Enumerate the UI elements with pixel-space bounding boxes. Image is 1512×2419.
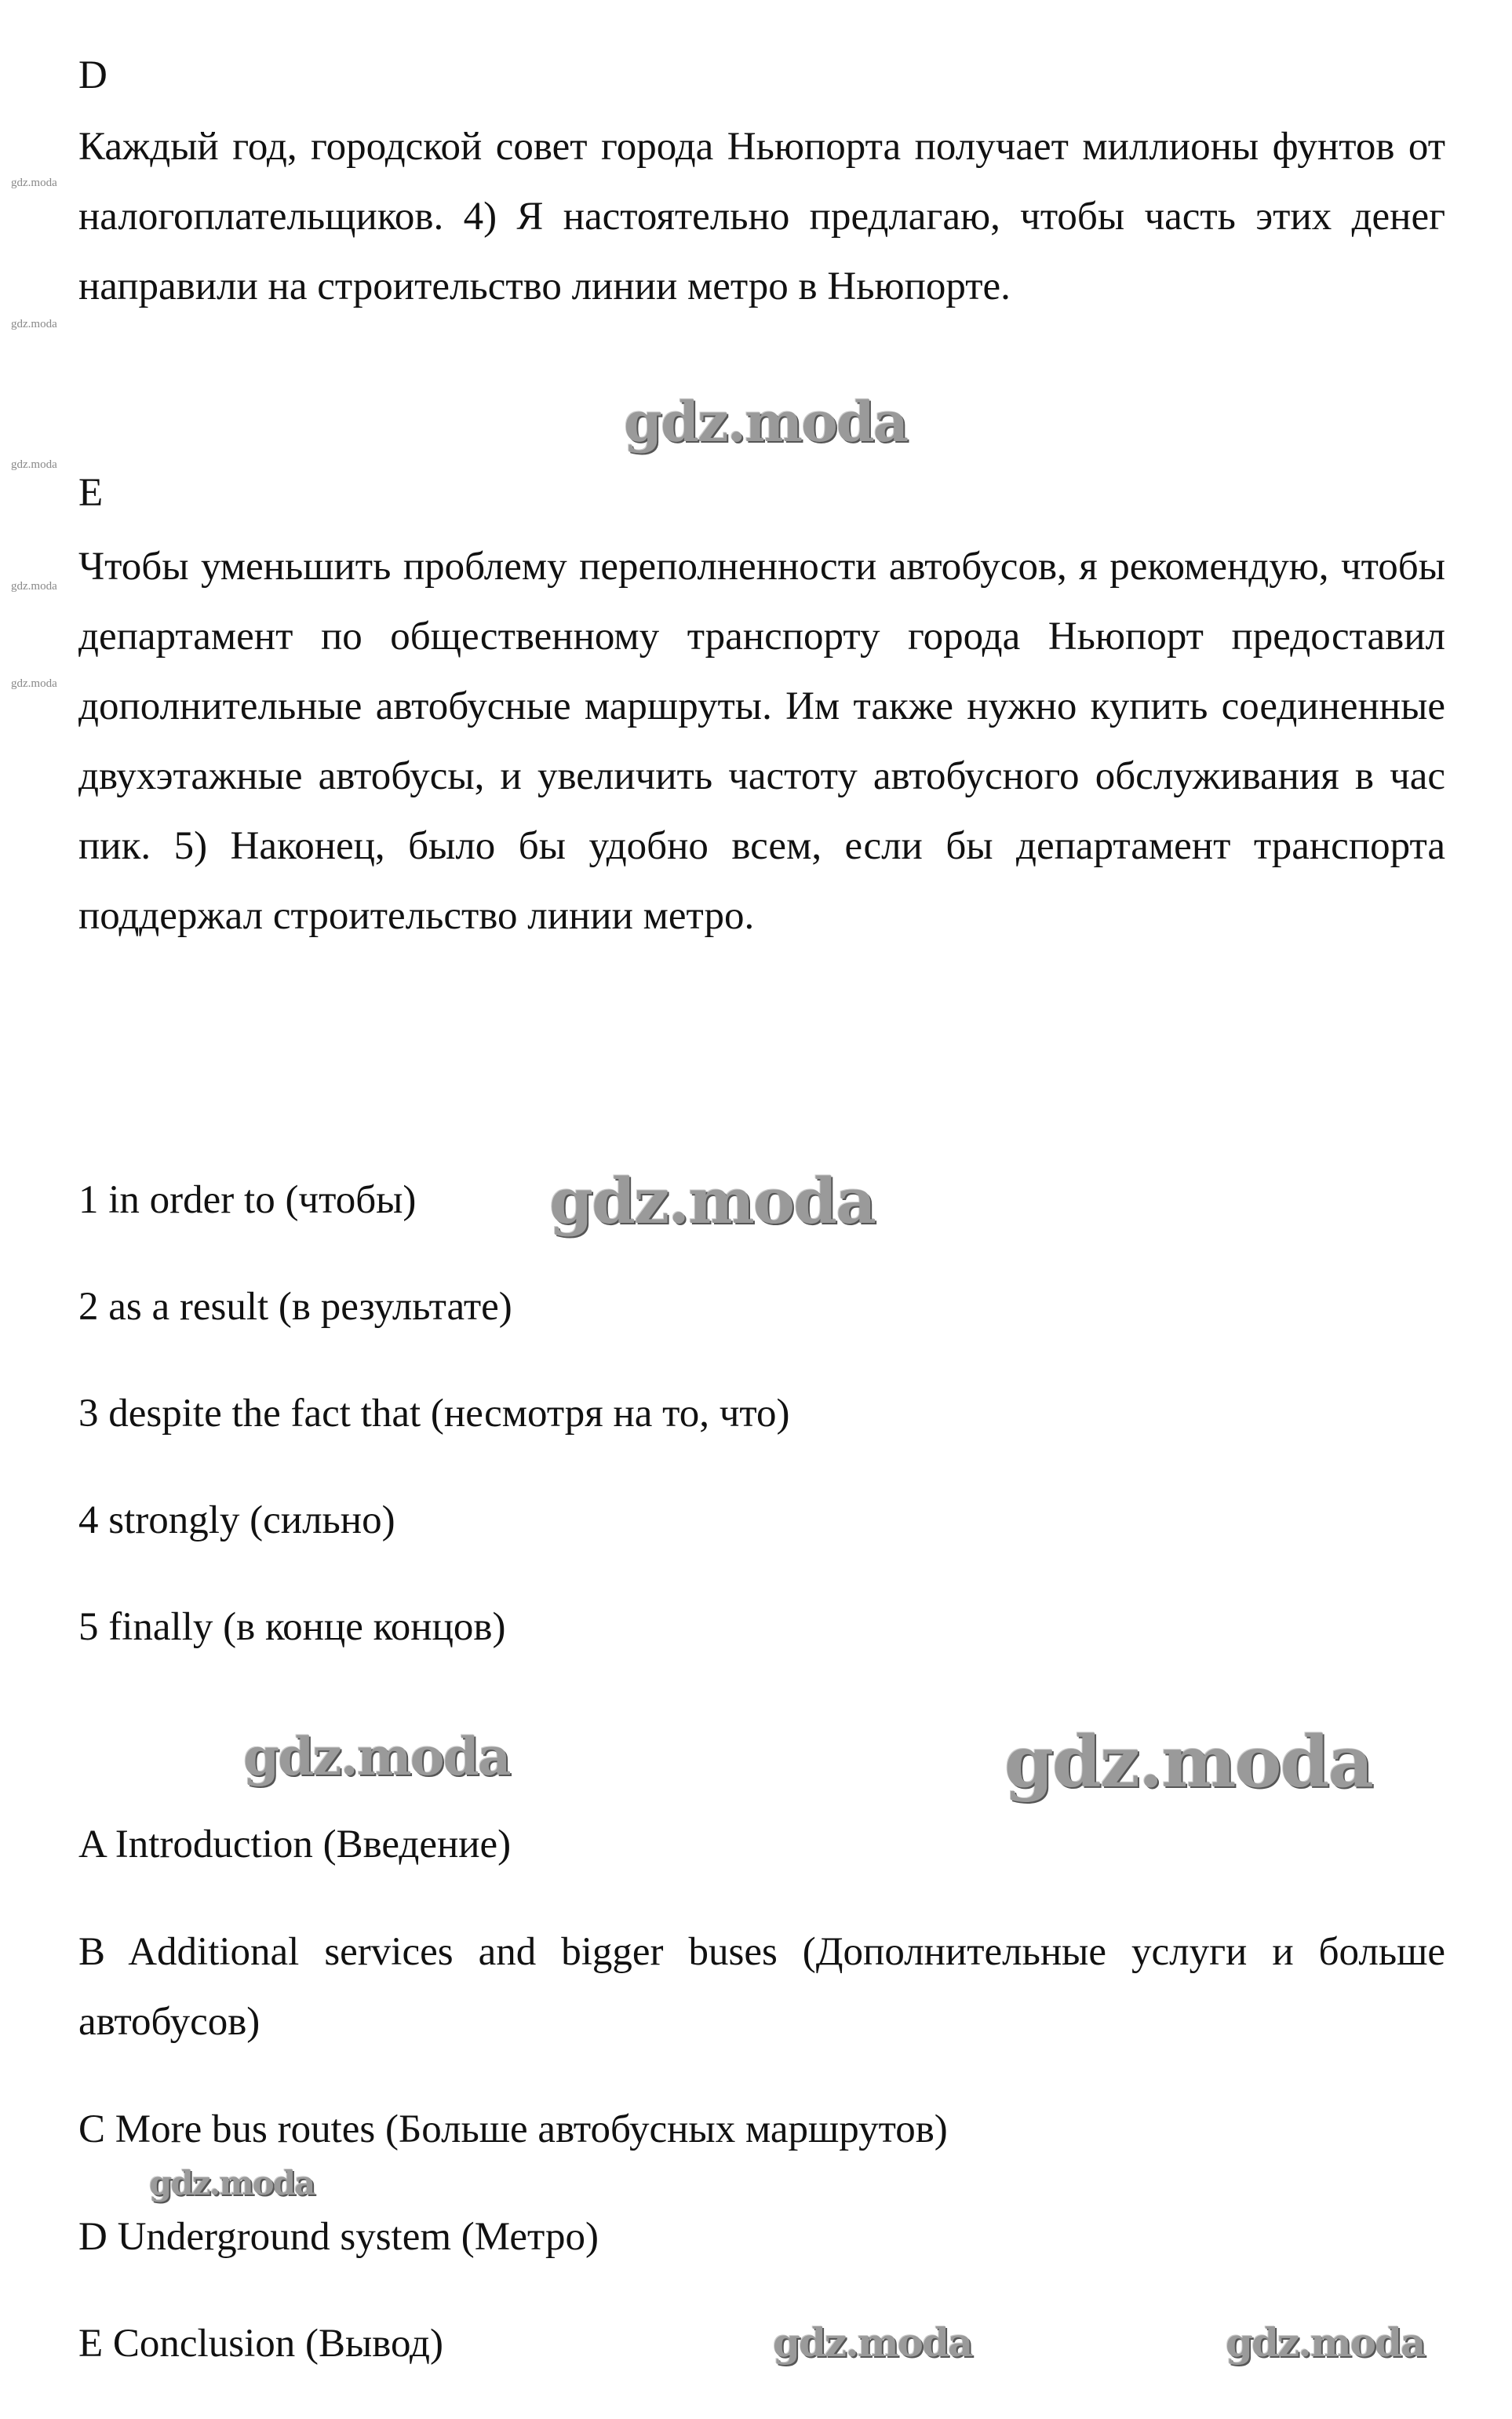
watermark: gdz.moda — [773, 2319, 972, 2366]
section-e-paragraph: Чтобы уменьшить проблему переполненности автобусов, я рекомендую, чтобы департамент по общественному транспорту города Ньюпорт предоставил дополнительные автобусные маршруты. Им также нужно купить соединенные двухэтажные автобусы, и увеличить частоту автобусного обслуживания в час пик. 5) Наконец, было бы удобно всем, если бы департамент транспорта поддержал строительство линии метро. — [78, 545, 1445, 938]
watermark: gdz.moda — [1004, 1720, 1372, 1804]
linker-item: 2 as a result (в результате) — [78, 1285, 512, 1329]
watermark: gdz.moda — [624, 389, 908, 454]
watermark-small: gdz.moda — [11, 677, 57, 690]
section-d-paragraph: Каждый год, городской совет города Ньюпорта получает миллионы фунтов от налогоплательщиков. 4) Я настоятельно предлагаю, чтобы часть этих денег направили на строительство линии метро в Ньюпорте. — [78, 125, 1445, 308]
section-e-label: E — [78, 471, 104, 515]
watermark: gdz.moda — [1226, 2319, 1425, 2366]
watermark: gdz.moda — [243, 1726, 510, 1787]
heading-item: A Introduction (Введение) — [78, 1822, 512, 1866]
linker-item: 3 despite the fact that (несмотря на то, что) — [78, 1392, 790, 1436]
heading-item: B Additional services and bigger buses (Дополнительные услуги и больше автобусов) — [78, 1930, 1445, 2044]
watermark-small: gdz.moda — [11, 458, 57, 471]
heading-item: D Underground system (Метро) — [78, 2215, 599, 2259]
linker-item: 5 finally (в конце концов) — [78, 1605, 506, 1649]
linker-item: 4 strongly (сильно) — [78, 1498, 395, 1542]
watermark: gdz.moda — [149, 2164, 315, 2202]
heading-item: C More bus routes (Больше автобусных маршрутов) — [78, 2107, 948, 2151]
watermark: gdz.moda — [549, 1164, 875, 1238]
heading-item: E Conclusion (Вывод) — [78, 2322, 443, 2366]
watermark-small: gdz.moda — [11, 580, 57, 593]
section-d-label: D — [78, 53, 107, 97]
watermark-small: gdz.moda — [11, 177, 57, 189]
linker-item: 1 in order to (чтобы) — [78, 1178, 417, 1222]
watermark-small: gdz.moda — [11, 318, 57, 330]
